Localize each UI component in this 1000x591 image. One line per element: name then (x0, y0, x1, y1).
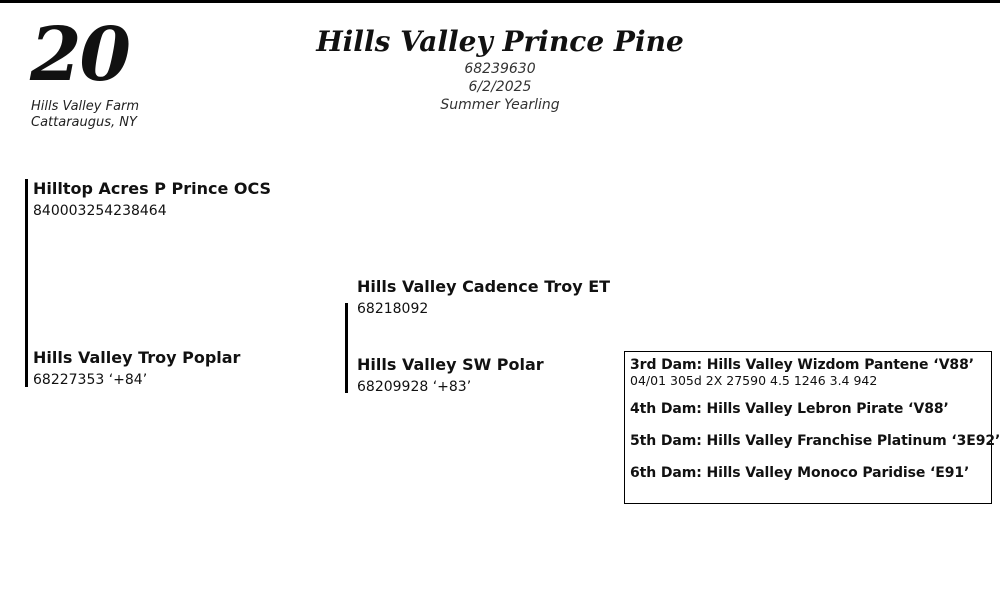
farm-location: Cattaraugus, NY (31, 115, 137, 130)
pedigree-bracket-maternal (345, 303, 348, 393)
pedigree-bracket-parents (25, 179, 28, 387)
dam-id: 68227353 ‘+84’ (33, 372, 148, 388)
top-border (0, 0, 1000, 3)
birth-date: 6/2/2025 (468, 79, 532, 95)
animal-name: Hills Valley Prince Pine (316, 25, 684, 58)
fourth-dam: 4th Dam: Hills Valley Lebron Pirate ‘V88’ (630, 401, 949, 417)
consignor-info (31, 99, 139, 131)
granddam-name: Hills Valley SW Polar (357, 355, 544, 374)
maternal-grandsire-id: 68218092 (357, 301, 429, 317)
dam-name: Hills Valley Troy Poplar (33, 348, 241, 367)
sire-id: 840003254238464 (33, 203, 167, 219)
sixth-dam: 6th Dam: Hills Valley Monoco Paridise ‘E91’ (630, 465, 970, 481)
animal-header (300, 24, 700, 114)
registration-number: 68239630 (464, 61, 536, 77)
dam-family-box (624, 351, 1000, 504)
fifth-dam: 5th Dam: Hills Valley Franchise Platinum ‘3E92’ (630, 433, 1000, 449)
third-dam-record: 04/01 305d 2X 27590 4.5 1246 3.4 942 (630, 373, 878, 388)
granddam-id: 68209928 ‘+83’ (357, 379, 472, 395)
maternal-grandsire-name: Hills Valley Cadence Troy ET (357, 277, 611, 296)
sire-name: Hilltop Acres P Prince OCS (33, 179, 272, 198)
show-class: Summer Yearling (440, 97, 560, 113)
lot-number: 20 (30, 12, 129, 98)
farm-name: Hills Valley Farm (31, 99, 140, 114)
third-dam: 3rd Dam: Hills Valley Wizdom Pantene ‘V88’ (630, 357, 974, 373)
